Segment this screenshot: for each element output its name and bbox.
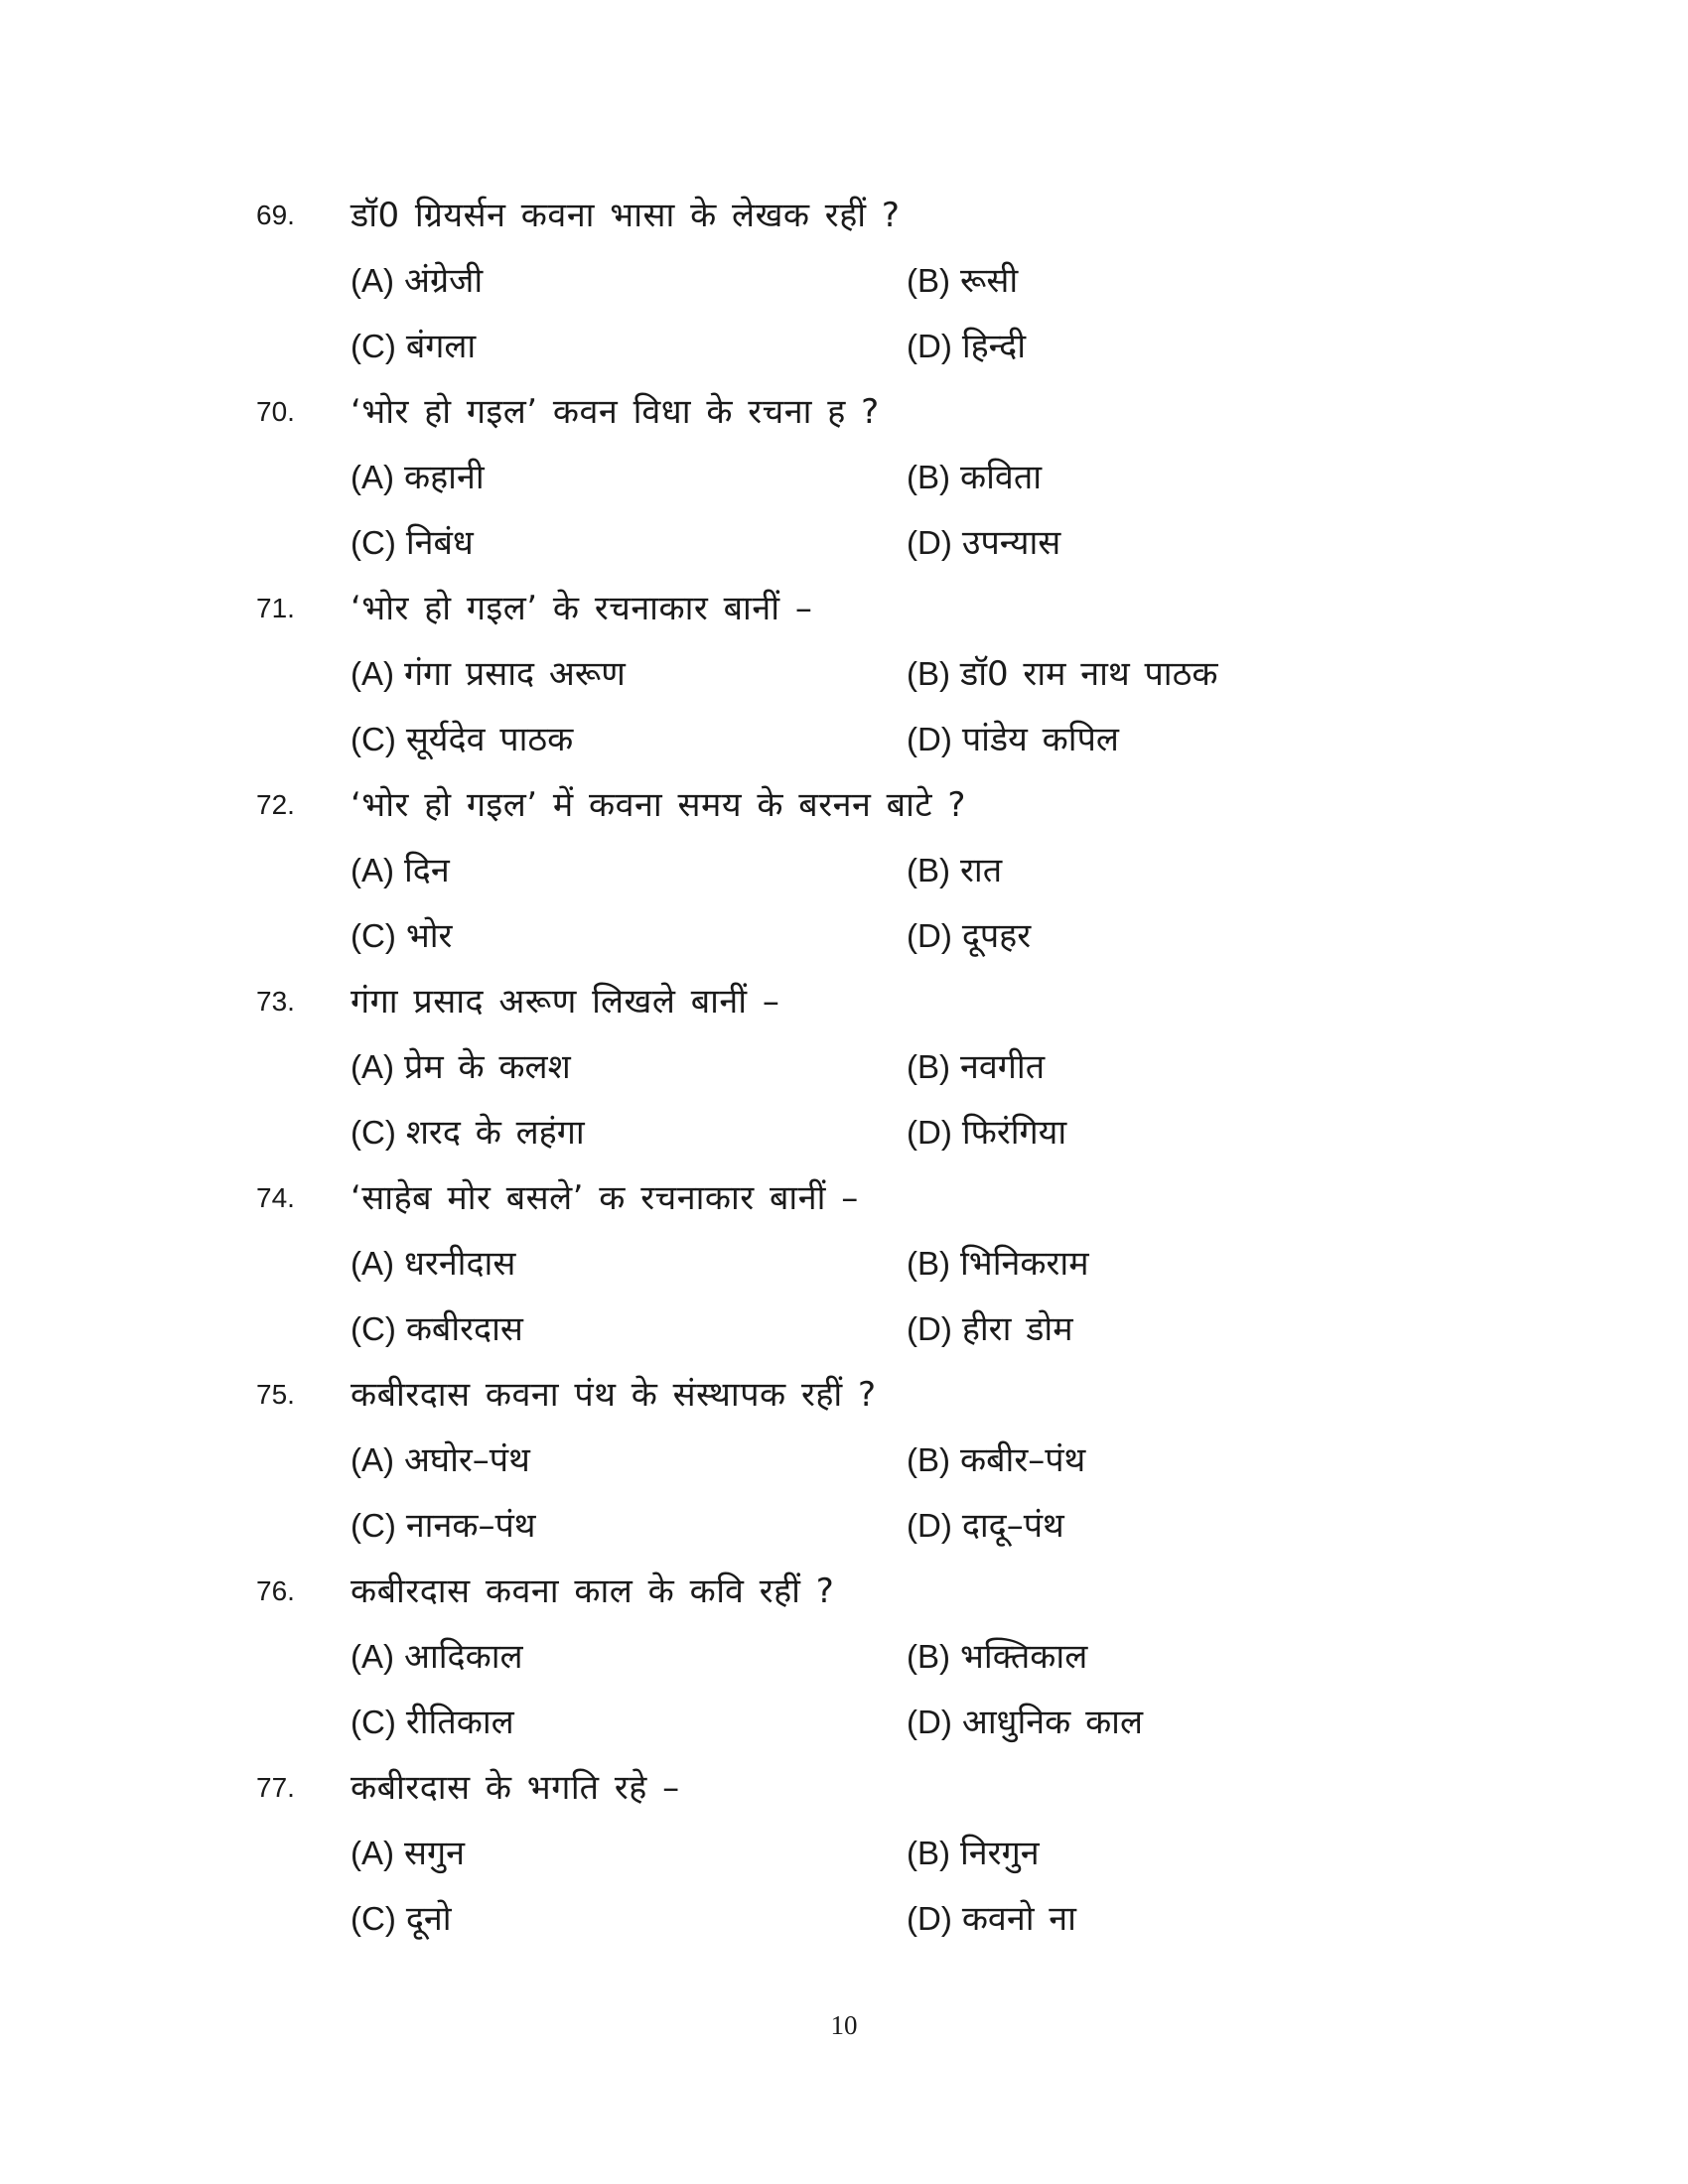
option-text: भोर	[405, 916, 453, 956]
option-text: शरद के लहंगा	[405, 1113, 585, 1153]
question-list	[256, 183, 1388, 1952]
option-item	[351, 248, 907, 314]
option-letter: (A)	[351, 852, 394, 888]
option-text: सगुन	[404, 1834, 465, 1873]
option-letter: (C)	[351, 1114, 396, 1151]
option-letter: (D)	[907, 328, 952, 364]
option-row	[256, 1886, 1388, 1952]
question-line	[256, 183, 1388, 248]
question-line	[256, 969, 1388, 1034]
option-item	[351, 1624, 907, 1690]
question-number: 70.	[256, 396, 295, 427]
option-text: रात	[960, 851, 1003, 890]
question-line	[256, 1165, 1388, 1231]
question-number: 73.	[256, 986, 295, 1017]
option-row	[256, 314, 1388, 379]
option-text: कवनो ना	[961, 1899, 1076, 1939]
question-text: ‘भोर हो गइल’ के रचनाकार बानीं –	[351, 589, 813, 628]
question-number: 74.	[256, 1182, 295, 1213]
option-letter: (B)	[907, 852, 950, 888]
option-letter: (C)	[351, 1507, 396, 1544]
question-number: 69.	[256, 200, 295, 230]
option-letter: (A)	[351, 1441, 394, 1478]
option-item	[907, 445, 1042, 510]
question-item	[256, 1755, 1388, 1952]
option-item	[351, 1886, 907, 1952]
option-row	[256, 1821, 1388, 1886]
option-item	[907, 838, 1002, 903]
option-letter: (A)	[351, 1048, 394, 1085]
question-line	[256, 576, 1388, 641]
question-text: ‘साहेब मोर बसले’ क रचनाकार बानीं –	[351, 1178, 859, 1218]
option-item	[907, 903, 1031, 969]
option-text: आधुनिक काल	[961, 1703, 1144, 1742]
question-text: ‘भोर हो गइल’ कवन विधा के रचना ह ?	[351, 392, 880, 432]
question-line	[256, 772, 1388, 838]
option-row	[256, 1493, 1388, 1559]
question-text: कबीरदास कवना पंथ के संस्थापक रहीं ?	[351, 1375, 877, 1415]
option-row	[256, 1690, 1388, 1755]
question-number: 72.	[256, 789, 295, 820]
option-text: उपन्यास	[961, 523, 1061, 563]
question-text: डॉ0 ग्रियर्सन कवना भासा के लेखक रहीं ?	[351, 196, 901, 235]
option-text: कविता	[960, 458, 1043, 497]
option-item	[907, 1886, 1076, 1952]
option-text: निबंध	[405, 523, 474, 563]
question-number: 75.	[256, 1379, 295, 1410]
question-number: 76.	[256, 1575, 295, 1606]
question-item	[256, 379, 1388, 576]
option-letter: (B)	[907, 459, 950, 495]
option-text: कबीर–पंथ	[960, 1440, 1086, 1480]
option-item	[351, 1493, 907, 1559]
option-letter: (B)	[907, 262, 950, 299]
option-item	[351, 707, 907, 772]
option-item	[907, 1821, 1040, 1886]
question-item	[256, 1362, 1388, 1559]
option-text: कबीरदास	[405, 1309, 523, 1349]
option-letter: (C)	[351, 328, 396, 364]
question-item	[256, 1559, 1388, 1755]
option-letter: (A)	[351, 655, 394, 692]
option-letter: (D)	[907, 721, 952, 757]
option-item	[351, 838, 907, 903]
option-item	[907, 707, 1119, 772]
option-letter: (A)	[351, 1638, 394, 1675]
option-text: अंग्रेजी	[404, 261, 484, 301]
option-row	[256, 838, 1388, 903]
option-text: गंगा प्रसाद अरूण	[404, 654, 626, 694]
option-text: डॉ0 राम नाथ पाठक	[960, 654, 1218, 694]
question-text: कबीरदास के भगति रहे –	[351, 1768, 680, 1808]
option-item	[351, 1428, 907, 1493]
question-item	[256, 183, 1388, 379]
option-item	[907, 1034, 1045, 1100]
option-text: भक्तिकाल	[960, 1637, 1088, 1677]
option-letter: (D)	[907, 1704, 952, 1740]
option-text: रीतिकाल	[405, 1703, 514, 1742]
option-item	[907, 248, 1018, 314]
page-number: 10	[830, 2010, 858, 2040]
option-letter: (D)	[907, 1114, 952, 1151]
option-text: हिन्दी	[961, 327, 1027, 366]
option-letter: (D)	[907, 1507, 952, 1544]
option-text: नानक–पंथ	[405, 1506, 536, 1546]
option-row	[256, 1034, 1388, 1100]
option-text: कहानी	[404, 458, 485, 497]
option-letter: (B)	[907, 1048, 950, 1085]
option-item	[351, 1231, 907, 1297]
option-letter: (D)	[907, 1900, 952, 1937]
question-text: गंगा प्रसाद अरूण लिखले बानीं –	[351, 982, 780, 1022]
option-text: सूर्यदेव पाठक	[405, 720, 574, 759]
option-item	[351, 510, 907, 576]
option-letter: (D)	[907, 1310, 952, 1347]
option-item	[907, 641, 1217, 707]
option-text: दूनो	[405, 1899, 452, 1939]
option-item	[907, 1297, 1073, 1362]
question-line	[256, 379, 1388, 445]
option-row	[256, 248, 1388, 314]
option-letter: (B)	[907, 655, 950, 692]
option-letter: (A)	[351, 1245, 394, 1282]
option-letter: (D)	[907, 917, 952, 954]
option-text: दादू–पंथ	[961, 1506, 1064, 1546]
option-item	[907, 1690, 1143, 1755]
option-letter: (A)	[351, 459, 394, 495]
question-line	[256, 1362, 1388, 1428]
option-item	[351, 1100, 907, 1165]
option-text: दूपहर	[961, 916, 1032, 956]
option-text: हीरा डोम	[961, 1309, 1073, 1349]
option-item	[351, 903, 907, 969]
option-row	[256, 903, 1388, 969]
option-letter: (D)	[907, 524, 952, 561]
option-letter: (A)	[351, 1835, 394, 1871]
option-item	[351, 1821, 907, 1886]
option-letter: (C)	[351, 524, 396, 561]
option-text: आदिकाल	[404, 1637, 523, 1677]
option-item	[907, 314, 1026, 379]
option-item	[351, 314, 907, 379]
option-text: भिनिकराम	[960, 1244, 1089, 1284]
option-item	[351, 1034, 907, 1100]
question-number: 77.	[256, 1772, 295, 1803]
option-item	[907, 510, 1060, 576]
option-item	[351, 1297, 907, 1362]
question-number: 71.	[256, 593, 295, 623]
option-text: धरनीदास	[404, 1244, 516, 1284]
option-row	[256, 641, 1388, 707]
option-row	[256, 1297, 1388, 1362]
option-row	[256, 1231, 1388, 1297]
option-letter: (B)	[907, 1638, 950, 1675]
question-line	[256, 1755, 1388, 1821]
option-row	[256, 445, 1388, 510]
option-item	[351, 1690, 907, 1755]
question-text: ‘भोर हो गइल’ में कवना समय के बरनन बाटे ?	[351, 785, 966, 825]
option-text: नवगीत	[960, 1047, 1046, 1087]
option-text: अघोर–पंथ	[404, 1440, 530, 1480]
option-text: निरगुन	[960, 1834, 1040, 1873]
option-item	[907, 1231, 1089, 1297]
option-text: प्रेम के कलश	[404, 1047, 571, 1087]
option-row	[256, 707, 1388, 772]
option-row	[256, 1624, 1388, 1690]
option-text: दिन	[404, 851, 450, 890]
option-row	[256, 510, 1388, 576]
option-letter: (C)	[351, 917, 396, 954]
option-text: पांडेय कपिल	[961, 720, 1119, 759]
option-letter: (B)	[907, 1835, 950, 1871]
option-letter: (B)	[907, 1245, 950, 1282]
question-item	[256, 772, 1388, 969]
option-item	[351, 445, 907, 510]
option-text: बंगला	[405, 327, 477, 366]
option-letter: (C)	[351, 1704, 396, 1740]
question-item	[256, 1165, 1388, 1362]
option-item	[907, 1428, 1085, 1493]
option-letter: (C)	[351, 721, 396, 757]
option-item	[907, 1493, 1064, 1559]
question-item	[256, 969, 1388, 1165]
option-item	[351, 641, 907, 707]
question-item	[256, 576, 1388, 772]
option-text: फिरंगिया	[961, 1113, 1067, 1153]
option-item	[907, 1100, 1066, 1165]
question-text: कबीरदास कवना काल के कवि रहीं ?	[351, 1571, 835, 1611]
question-line	[256, 1559, 1388, 1624]
option-item	[907, 1624, 1087, 1690]
option-row	[256, 1428, 1388, 1493]
option-text: रूसी	[960, 261, 1019, 301]
option-letter: (B)	[907, 1441, 950, 1478]
option-letter: (C)	[351, 1310, 396, 1347]
option-letter: (A)	[351, 262, 394, 299]
option-row	[256, 1100, 1388, 1165]
option-letter: (C)	[351, 1900, 396, 1937]
